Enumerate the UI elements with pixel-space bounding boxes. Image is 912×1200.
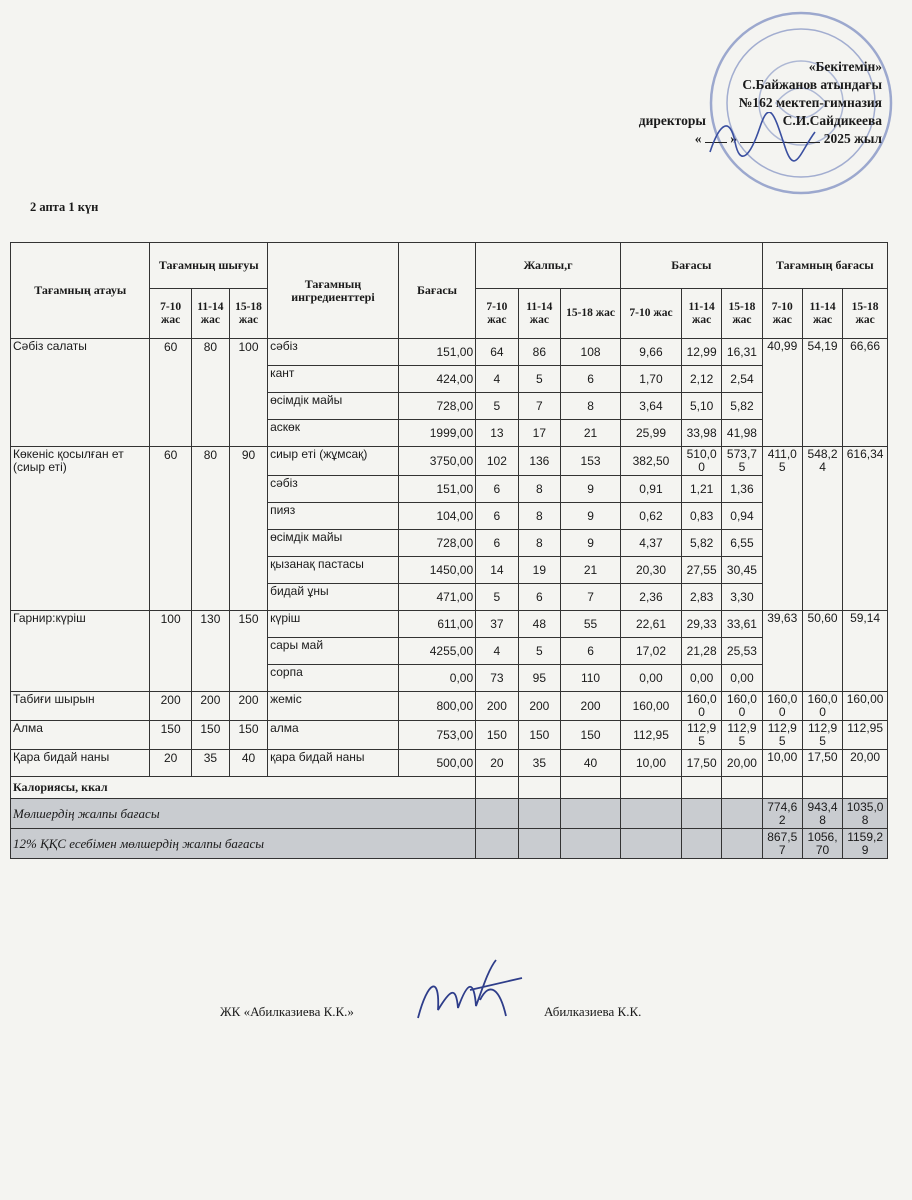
ingredient-cost: 17,02 <box>620 638 681 665</box>
ingredient-price: 728,00 <box>398 393 475 420</box>
dish-cost: 20,00 <box>843 750 888 777</box>
header-dish-cost: Тағамның бағасы <box>762 243 887 289</box>
ingredient-grams: 6 <box>476 530 518 557</box>
ingredient-cost: 0,00 <box>722 665 762 692</box>
total-empty-cell <box>722 799 762 829</box>
ingredient-cost: 5,82 <box>722 393 762 420</box>
ingredient-name: сорпа <box>268 665 399 692</box>
dish-yield: 60 <box>150 339 191 447</box>
dish-yield: 200 <box>191 692 229 721</box>
vat-empty-cell <box>681 829 721 859</box>
dish-yield: 150 <box>229 611 267 692</box>
ingredient-grams: 40 <box>561 750 621 777</box>
ingredient-name: пияз <box>268 503 399 530</box>
table-row <box>11 750 888 777</box>
ingredient-name: сәбіз <box>268 476 399 503</box>
ingredient-grams: 8 <box>518 503 560 530</box>
dish-cost: 39,63 <box>762 611 802 692</box>
ingredient-grams: 13 <box>476 420 518 447</box>
ingredient-price: 500,00 <box>398 750 475 777</box>
total-empty-cell <box>620 799 681 829</box>
ingredient-name: аскөк <box>268 420 399 447</box>
dish-cost: 66,66 <box>843 339 888 447</box>
approval-date-close-quote: » <box>730 131 737 146</box>
dish-cost: 40,99 <box>762 339 802 447</box>
approval-title: «Бекітемін» <box>808 59 882 74</box>
ingredient-cost: 33,61 <box>722 611 762 638</box>
ingredient-grams: 20 <box>476 750 518 777</box>
ingredient-cost: 22,61 <box>620 611 681 638</box>
vat-total-value: 1056,70 <box>802 829 842 859</box>
total-empty-cell <box>681 799 721 829</box>
ingredient-cost: 9,66 <box>620 339 681 366</box>
ingredient-cost: 2,36 <box>620 584 681 611</box>
ingredient-grams: 55 <box>561 611 621 638</box>
ingredient-grams: 8 <box>518 476 560 503</box>
approval-director-label: директоры <box>638 113 706 128</box>
ingredient-grams: 4 <box>476 366 518 393</box>
ingredient-name: қара бидай наны <box>268 750 399 777</box>
dish-name: Қара бидай наны <box>11 750 150 777</box>
dish-name: Табиғи шырын <box>11 692 150 721</box>
ingredient-cost: 10,00 <box>620 750 681 777</box>
header-price: Бағасы <box>398 243 475 339</box>
vat-total-value: 867,57 <box>762 829 802 859</box>
vat-total-row <box>11 829 888 859</box>
ingredient-name: сиыр еті (жұмсақ) <box>268 447 399 476</box>
ingredient-grams: 110 <box>561 665 621 692</box>
header-ingredients: Тағамның ингредиенттері <box>268 243 399 339</box>
ingredient-grams: 17 <box>518 420 560 447</box>
header-age-2-1: 7-10 жас <box>476 289 518 339</box>
ingredient-grams: 5 <box>518 366 560 393</box>
ingredient-cost: 6,55 <box>722 530 762 557</box>
table-row <box>11 692 888 721</box>
ingredient-price: 611,00 <box>398 611 475 638</box>
footer-signatory: Абилказиева К.К. <box>544 1004 642 1019</box>
vat-empty-cell <box>620 829 681 859</box>
dish-yield: 130 <box>191 611 229 692</box>
ingredient-cost: 4,37 <box>620 530 681 557</box>
ingredient-name: сәбіз <box>268 339 399 366</box>
dish-yield: 150 <box>191 721 229 750</box>
ingredient-cost: 382,50 <box>620 447 681 476</box>
dish-yield: 200 <box>229 692 267 721</box>
dish-yield: 80 <box>191 339 229 447</box>
ingredient-cost: 21,28 <box>681 638 721 665</box>
calories-cell <box>620 777 681 799</box>
ingredient-grams: 150 <box>476 721 518 750</box>
table-row <box>11 339 888 366</box>
approval-director-name: С.И.Сайдикеева <box>782 113 882 128</box>
approval-school-number: №162 мектеп-гимназия <box>738 95 882 110</box>
ingredient-grams: 8 <box>561 393 621 420</box>
header-age-3-2: 11-14 жас <box>681 289 721 339</box>
dish-cost: 50,60 <box>802 611 842 692</box>
ingredient-grams: 6 <box>561 638 621 665</box>
ingredient-grams: 5 <box>476 393 518 420</box>
header-age-3-1: 7-10 жас <box>620 289 681 339</box>
dish-yield: 20 <box>150 750 191 777</box>
ingredient-grams: 19 <box>518 557 560 584</box>
header-age-4-3: 15-18 жас <box>843 289 888 339</box>
ingredient-cost: 3,64 <box>620 393 681 420</box>
ingredient-price: 4255,00 <box>398 638 475 665</box>
ingredient-cost: 41,98 <box>722 420 762 447</box>
calories-cell <box>843 777 888 799</box>
dish-cost: 160,00 <box>843 692 888 721</box>
ingredient-grams: 6 <box>476 476 518 503</box>
ingredient-price: 104,00 <box>398 503 475 530</box>
ingredient-cost: 160,00 <box>681 692 721 721</box>
ingredient-name: жеміс <box>268 692 399 721</box>
dish-cost: 616,34 <box>843 447 888 611</box>
ingredient-cost: 20,30 <box>620 557 681 584</box>
ingredient-price: 753,00 <box>398 721 475 750</box>
ingredient-cost: 2,54 <box>722 366 762 393</box>
dish-cost: 160,00 <box>762 692 802 721</box>
ingredient-cost: 30,45 <box>722 557 762 584</box>
ingredient-cost: 0,91 <box>620 476 681 503</box>
dish-cost: 17,50 <box>802 750 842 777</box>
ingredient-grams: 200 <box>518 692 560 721</box>
dish-name: Көкеніс қосылған ет (сиыр еті) <box>11 447 150 611</box>
ingredient-grams: 86 <box>518 339 560 366</box>
total-row <box>11 799 888 829</box>
ingredient-cost: 2,83 <box>681 584 721 611</box>
dish-cost: 10,00 <box>762 750 802 777</box>
ingredient-cost: 3,30 <box>722 584 762 611</box>
header-age-1-3: 15-18 жас <box>229 289 267 339</box>
ingredient-cost: 0,83 <box>681 503 721 530</box>
dish-yield: 100 <box>150 611 191 692</box>
calories-cell <box>518 777 560 799</box>
vat-empty-cell <box>561 829 621 859</box>
dish-yield: 90 <box>229 447 267 611</box>
vat-total-value: 1159,29 <box>843 829 888 859</box>
calories-cell <box>561 777 621 799</box>
ingredient-grams: 7 <box>561 584 621 611</box>
ingredient-cost: 17,50 <box>681 750 721 777</box>
dish-yield: 200 <box>150 692 191 721</box>
ingredient-price: 1450,00 <box>398 557 475 584</box>
ingredient-grams: 200 <box>561 692 621 721</box>
header-age-4-1: 7-10 жас <box>762 289 802 339</box>
ingredient-grams: 6 <box>518 584 560 611</box>
ingredient-cost: 33,98 <box>681 420 721 447</box>
ingredient-name: сары май <box>268 638 399 665</box>
total-label: Мөлшердің жалпы бағасы <box>11 799 476 829</box>
dish-yield: 100 <box>229 339 267 447</box>
ingredient-price: 471,00 <box>398 584 475 611</box>
ingredient-grams: 14 <box>476 557 518 584</box>
ingredient-grams: 150 <box>561 721 621 750</box>
ingredient-price: 151,00 <box>398 339 475 366</box>
ingredient-grams: 21 <box>561 420 621 447</box>
header-age-1-1: 7-10 жас <box>150 289 191 339</box>
ingredient-cost: 2,12 <box>681 366 721 393</box>
ingredient-grams: 6 <box>561 366 621 393</box>
ingredient-price: 1999,00 <box>398 420 475 447</box>
ingredient-price: 0,00 <box>398 665 475 692</box>
table-row <box>11 447 888 476</box>
dish-yield: 80 <box>191 447 229 611</box>
ingredient-cost: 0,62 <box>620 503 681 530</box>
ingredient-name: кант <box>268 366 399 393</box>
ingredient-grams: 153 <box>561 447 621 476</box>
dish-name: Гарнир:күріш <box>11 611 150 692</box>
ingredient-name: өсімдік майы <box>268 393 399 420</box>
header-age-2-3: 15-18 жас <box>561 289 621 339</box>
dish-yield: 35 <box>191 750 229 777</box>
ingredient-grams: 108 <box>561 339 621 366</box>
approval-date-open-quote: « <box>694 131 702 146</box>
ingredient-grams: 200 <box>476 692 518 721</box>
total-empty-cell <box>476 799 518 829</box>
dish-cost: 112,95 <box>843 721 888 750</box>
ingredient-cost: 573,75 <box>722 447 762 476</box>
dish-yield: 60 <box>150 447 191 611</box>
ingredient-cost: 0,00 <box>620 665 681 692</box>
ingredient-price: 728,00 <box>398 530 475 557</box>
calories-cell <box>722 777 762 799</box>
dish-cost: 112,95 <box>802 721 842 750</box>
vat-empty-cell <box>518 829 560 859</box>
menu-table <box>10 242 888 859</box>
ingredient-grams: 95 <box>518 665 560 692</box>
ingredient-cost: 1,70 <box>620 366 681 393</box>
dish-cost: 411,05 <box>762 447 802 611</box>
ingredient-price: 3750,00 <box>398 447 475 476</box>
ingredient-grams: 5 <box>476 584 518 611</box>
calories-cell <box>476 777 518 799</box>
vat-empty-cell <box>722 829 762 859</box>
approval-date-year: 2025 жыл <box>823 131 882 146</box>
ingredient-cost: 5,10 <box>681 393 721 420</box>
ingredient-name: алма <box>268 721 399 750</box>
ingredient-cost: 112,95 <box>722 721 762 750</box>
ingredient-grams: 136 <box>518 447 560 476</box>
header-age-1-2: 11-14 жас <box>191 289 229 339</box>
ingredient-name: қызанақ пастасы <box>268 557 399 584</box>
total-empty-cell <box>518 799 560 829</box>
ingredient-grams: 102 <box>476 447 518 476</box>
ingredient-grams: 4 <box>476 638 518 665</box>
ingredient-price: 151,00 <box>398 476 475 503</box>
ingredient-cost: 27,55 <box>681 557 721 584</box>
ingredient-cost: 16,31 <box>722 339 762 366</box>
header-dish-name: Тағамның атауы <box>11 243 150 339</box>
ingredient-cost: 112,95 <box>681 721 721 750</box>
dish-cost: 160,00 <box>802 692 842 721</box>
calories-cell <box>681 777 721 799</box>
total-value: 943,48 <box>802 799 842 829</box>
header-age-4-2: 11-14 жас <box>802 289 842 339</box>
footer-supplier: ЖК «Абилказиева К.К.» <box>220 1004 354 1019</box>
header-yield: Тағамның шығуы <box>150 243 268 289</box>
day-label: 2 апта 1 күн <box>30 200 99 214</box>
director-signature <box>700 112 820 162</box>
ingredient-grams: 150 <box>518 721 560 750</box>
ingredient-cost: 0,94 <box>722 503 762 530</box>
ingredient-grams: 6 <box>476 503 518 530</box>
supplier-signature <box>410 950 530 1030</box>
ingredient-grams: 64 <box>476 339 518 366</box>
ingredient-price: 800,00 <box>398 692 475 721</box>
vat-empty-cell <box>476 829 518 859</box>
ingredient-grams: 48 <box>518 611 560 638</box>
ingredient-grams: 73 <box>476 665 518 692</box>
dish-cost: 54,19 <box>802 339 842 447</box>
dish-cost: 59,14 <box>843 611 888 692</box>
menu-table-body <box>11 339 888 859</box>
total-value: 774,62 <box>762 799 802 829</box>
dish-yield: 40 <box>229 750 267 777</box>
total-empty-cell <box>561 799 621 829</box>
ingredient-grams: 35 <box>518 750 560 777</box>
vat-total-label: 12% ҚҚС есебімен мөлшердің жалпы бағасы <box>11 829 476 859</box>
dish-cost: 548,24 <box>802 447 842 611</box>
ingredient-name: күріш <box>268 611 399 638</box>
calories-label: Калориясы, ккал <box>11 777 476 799</box>
header-age-2-2: 11-14 жас <box>518 289 560 339</box>
dish-cost: 112,95 <box>762 721 802 750</box>
ingredient-cost: 160,00 <box>722 692 762 721</box>
ingredient-cost: 510,00 <box>681 447 721 476</box>
total-value: 1035,08 <box>843 799 888 829</box>
ingredient-grams: 37 <box>476 611 518 638</box>
header-age-3-3: 15-18 жас <box>722 289 762 339</box>
ingredient-cost: 29,33 <box>681 611 721 638</box>
ingredient-grams: 7 <box>518 393 560 420</box>
table-row <box>11 721 888 750</box>
ingredient-cost: 25,53 <box>722 638 762 665</box>
dish-name: Сәбіз салаты <box>11 339 150 447</box>
calories-cell <box>762 777 802 799</box>
calories-cell <box>802 777 842 799</box>
ingredient-cost: 160,00 <box>620 692 681 721</box>
table-row <box>11 611 888 638</box>
ingredient-cost: 5,82 <box>681 530 721 557</box>
dish-yield: 150 <box>229 721 267 750</box>
ingredient-cost: 20,00 <box>722 750 762 777</box>
ingredient-grams: 9 <box>561 476 621 503</box>
dish-yield: 150 <box>150 721 191 750</box>
calories-row <box>11 777 888 799</box>
ingredient-cost: 1,36 <box>722 476 762 503</box>
dish-name: Алма <box>11 721 150 750</box>
ingredient-cost: 112,95 <box>620 721 681 750</box>
ingredient-cost: 12,99 <box>681 339 721 366</box>
ingredient-name: бидай ұны <box>268 584 399 611</box>
ingredient-grams: 8 <box>518 530 560 557</box>
ingredient-cost: 25,99 <box>620 420 681 447</box>
ingredient-grams: 9 <box>561 503 621 530</box>
ingredient-cost: 1,21 <box>681 476 721 503</box>
ingredient-grams: 9 <box>561 530 621 557</box>
ingredient-price: 424,00 <box>398 366 475 393</box>
ingredient-grams: 21 <box>561 557 621 584</box>
ingredient-name: өсімдік майы <box>268 530 399 557</box>
ingredient-cost: 0,00 <box>681 665 721 692</box>
header-cost: Бағасы <box>620 243 762 289</box>
header-gross: Жалпы,г <box>476 243 621 289</box>
approval-school-name: С.Байжанов атындағы <box>742 77 882 92</box>
ingredient-grams: 5 <box>518 638 560 665</box>
